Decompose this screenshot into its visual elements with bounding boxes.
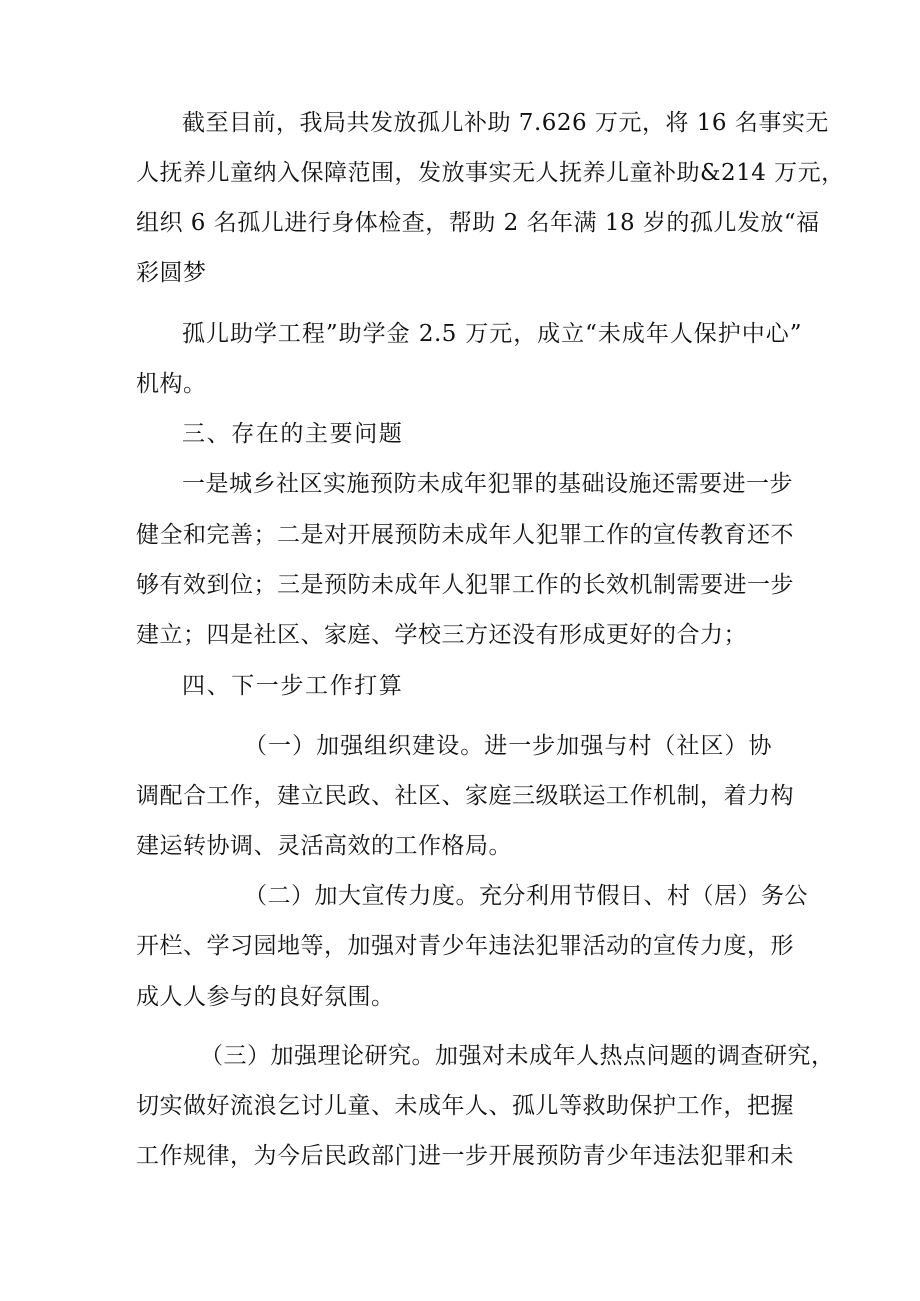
paragraph-line: 组织 6 名孤儿进行身体检查，帮助 2 名年满 18 岁的孤儿发放“福 [136, 210, 820, 236]
paragraph-line: 调配合工作，建立民政、社区、家庭三级联运工作机制，着力构 [136, 783, 794, 809]
paragraph-line: 开栏、学习园地等，加强对青少年违法犯罪活动的宣传力度，形 [136, 933, 794, 959]
paragraph-line: （一）加强组织建设。进一步加强与村（社区）协 [244, 733, 772, 759]
paragraph-line: （三）加强理论研究。加强对未成年人热点问题的调查研究， [200, 1043, 835, 1069]
paragraph-line: 够有效到位；三是预防未成年人犯罪工作的长效机制需要进一步 [136, 572, 794, 598]
paragraph-line: 孤儿助学工程”助学金 2.5 万元，成立“未成年人保护中心” [182, 321, 802, 347]
paragraph-line: 建运转协调、灵活高效的工作格局。 [136, 833, 512, 859]
paragraph-line: 工作规律，为今后民政部门进一步开展预防青少年违法犯罪和未 [136, 1143, 794, 1169]
paragraph-line: 健全和完善；二是对开展预防未成年人犯罪工作的宣传教育还不 [136, 522, 794, 548]
paragraph-line: 机构。 [136, 371, 207, 397]
paragraph-line: 人抚养儿童纳入保障范围，发放事实无人抚养儿童补助&214 万元， [136, 160, 845, 186]
section-heading: 三、存在的主要问题 [182, 421, 404, 447]
paragraph-line: 成人人参与的良好氛围。 [136, 984, 395, 1010]
paragraph-line: 彩圆梦 [136, 260, 207, 286]
paragraph-line: 切实做好流浪乞讨儿童、未成年人、孤儿等救助保护工作，把握 [136, 1093, 794, 1119]
paragraph-line: 截至目前，我局共发放孤儿补助 7.626 万元，将 16 名事实无 [182, 110, 829, 136]
paragraph-line: （二）加大宣传力度。充分利用节假日、村（居）务公 [244, 883, 808, 909]
paragraph-line: 一是城乡社区实施预防未成年犯罪的基础设施还需要进一步 [182, 471, 793, 497]
paragraph-line: 建立；四是社区、家庭、学校三方还没有形成更好的合力； [136, 622, 747, 648]
section-heading: 四、下一步工作打算 [182, 673, 404, 699]
